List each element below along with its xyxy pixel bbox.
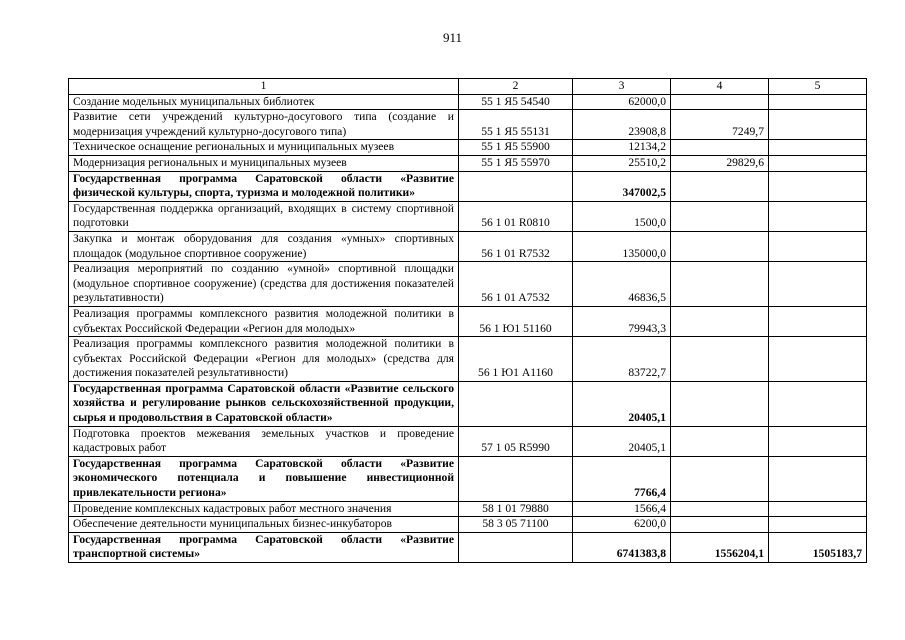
row-value-col5-cell <box>769 231 867 261</box>
row-name-cell: Проведение комплексных кадастровых работ местного значения <box>69 501 459 517</box>
row-code-cell: 55 1 Я5 55970 <box>459 155 573 171</box>
row-value-col3-cell: 62000,0 <box>573 94 671 110</box>
table-row <box>69 337 867 382</box>
row-name-cell: Обеспечение деятельности муниципальных бизнес-инкубаторов <box>69 517 459 533</box>
row-code-cell <box>459 171 573 201</box>
row-value-col3-cell: 46836,5 <box>573 262 671 307</box>
row-name-cell: Государственная программа Саратовской области «Развитие сельского хозяйства и регулирование рынков сельскохозяйственной продукции, сырья и продовольствия в Саратовской области» <box>69 381 459 426</box>
row-value-col5-cell <box>769 94 867 110</box>
row-value-col4-cell <box>671 426 769 456</box>
row-code-cell: 55 1 Я5 55900 <box>459 140 573 156</box>
row-value-col5-cell <box>769 110 867 140</box>
row-name-cell: Государственная программа Саратовской области «Развитие транспортной системы» <box>69 532 459 562</box>
row-value-col5-cell <box>769 306 867 336</box>
row-name-cell: Создание модельных муниципальных библиотек <box>69 94 459 110</box>
row-name-cell: Развитие сети учреждений культурно-досугового типа (создание и модернизация учреждений культурно-досугового типа) <box>69 110 459 140</box>
row-value-col4-cell <box>671 231 769 261</box>
row-code-cell: 55 1 Я5 55131 <box>459 110 573 140</box>
row-code-cell: 58 3 05 71100 <box>459 517 573 533</box>
table-row <box>69 517 867 533</box>
column-header-2: 2 <box>459 79 573 95</box>
row-value-col4-cell: 1556204,1 <box>671 532 769 562</box>
row-code-cell: 58 1 01 79880 <box>459 501 573 517</box>
row-code-cell <box>459 381 573 426</box>
row-code-cell: 56 1 01 R0810 <box>459 201 573 231</box>
row-value-col3-cell: 12134,2 <box>573 140 671 156</box>
row-name-cell: Закупка и монтаж оборудования для создания «умных» спортивных площадок (модульное спортивное сооружение) <box>69 231 459 261</box>
program-row <box>69 456 867 501</box>
row-value-col3-cell: 1500,0 <box>573 201 671 231</box>
row-value-col5-cell <box>769 140 867 156</box>
program-row <box>69 381 867 426</box>
row-value-col3-cell: 79943,3 <box>573 306 671 336</box>
row-name-cell: Подготовка проектов межевания земельных участков и проведение кадастровых работ <box>69 426 459 456</box>
row-value-col3-cell: 7766,4 <box>573 456 671 501</box>
row-value-col3-cell: 135000,0 <box>573 231 671 261</box>
header-row <box>69 79 867 95</box>
row-value-col4-cell <box>671 337 769 382</box>
table-row <box>69 155 867 171</box>
row-value-col4-cell <box>671 94 769 110</box>
row-value-col4-cell <box>671 456 769 501</box>
row-value-col3-cell: 1566,4 <box>573 501 671 517</box>
row-code-cell: 56 1 Ю1 51160 <box>459 306 573 336</box>
row-value-col5-cell <box>769 155 867 171</box>
row-value-col4-cell <box>671 262 769 307</box>
table-row <box>69 262 867 307</box>
row-value-col3-cell: 6200,0 <box>573 517 671 533</box>
row-code-cell: 57 1 05 R5990 <box>459 426 573 456</box>
row-value-col3-cell: 20405,1 <box>573 381 671 426</box>
row-name-cell: Государственная программа Саратовской области «Развитие физической культуры, спорта, туризма и молодежной политики» <box>69 171 459 201</box>
row-value-col4-cell <box>671 381 769 426</box>
column-header-3: 3 <box>573 79 671 95</box>
row-name-cell: Государственная поддержка организаций, входящих в систему спортивной подготовки <box>69 201 459 231</box>
row-code-cell: 56 1 01 R7532 <box>459 231 573 261</box>
row-value-col5-cell: 1505183,7 <box>769 532 867 562</box>
row-code-cell <box>459 532 573 562</box>
budget-table <box>68 78 867 563</box>
row-value-col3-cell: 347002,5 <box>573 171 671 201</box>
page-number: 911 <box>442 30 463 45</box>
row-value-col3-cell: 83722,7 <box>573 337 671 382</box>
table-row <box>69 201 867 231</box>
row-name-cell: Государственная программа Саратовской области «Развитие экономического потенциала и повышение инвестиционной привлекательности региона» <box>69 456 459 501</box>
row-name-cell: Модернизация региональных и муниципальных музеев <box>69 155 459 171</box>
table-row <box>69 501 867 517</box>
row-value-col4-cell <box>671 501 769 517</box>
row-value-col4-cell <box>671 306 769 336</box>
row-value-col4-cell <box>671 171 769 201</box>
table-row <box>69 110 867 140</box>
row-value-col4-cell: 7249,7 <box>671 110 769 140</box>
row-value-col3-cell: 20405,1 <box>573 426 671 456</box>
row-value-col4-cell <box>671 201 769 231</box>
row-value-col3-cell: 23908,8 <box>573 110 671 140</box>
row-value-col4-cell <box>671 517 769 533</box>
row-value-col5-cell <box>769 501 867 517</box>
column-header-5: 5 <box>769 79 867 95</box>
row-value-col5-cell <box>769 456 867 501</box>
table-body <box>69 79 867 563</box>
table-row <box>69 231 867 261</box>
program-row <box>69 171 867 201</box>
row-value-col5-cell <box>769 426 867 456</box>
row-value-col5-cell <box>769 381 867 426</box>
row-value-col4-cell <box>671 140 769 156</box>
row-value-col5-cell <box>769 517 867 533</box>
row-value-col3-cell: 6741383,8 <box>573 532 671 562</box>
program-row <box>69 532 867 562</box>
row-name-cell: Реализация программы комплексного развития молодежной политики в субъектах Российской Федерации «Регион для молодых» (средства для достижения показателей результативности) <box>69 337 459 382</box>
row-value-col4-cell: 29829,6 <box>671 155 769 171</box>
row-name-cell: Реализация программы комплексного развития молодежной политики в субъектах Российской Федерации «Регион для молодых» <box>69 306 459 336</box>
row-code-cell <box>459 456 573 501</box>
row-code-cell: 56 1 Ю1 A1160 <box>459 337 573 382</box>
table-row <box>69 140 867 156</box>
row-value-col5-cell <box>769 201 867 231</box>
row-value-col5-cell <box>769 171 867 201</box>
table-row <box>69 94 867 110</box>
row-code-cell: 55 1 Я5 54540 <box>459 94 573 110</box>
row-value-col3-cell: 25510,2 <box>573 155 671 171</box>
table-row <box>69 306 867 336</box>
column-header-4: 4 <box>671 79 769 95</box>
table-row <box>69 426 867 456</box>
row-name-cell: Техническое оснащение региональных и муниципальных музеев <box>69 140 459 156</box>
row-value-col5-cell <box>769 262 867 307</box>
row-code-cell: 56 1 01 A7532 <box>459 262 573 307</box>
row-value-col5-cell <box>769 337 867 382</box>
column-header-1: 1 <box>69 79 459 95</box>
row-name-cell: Реализация мероприятий по созданию «умной» спортивной площадки (модульное спортивное сооружение) (средства для достижения показателей результативности) <box>69 262 459 307</box>
